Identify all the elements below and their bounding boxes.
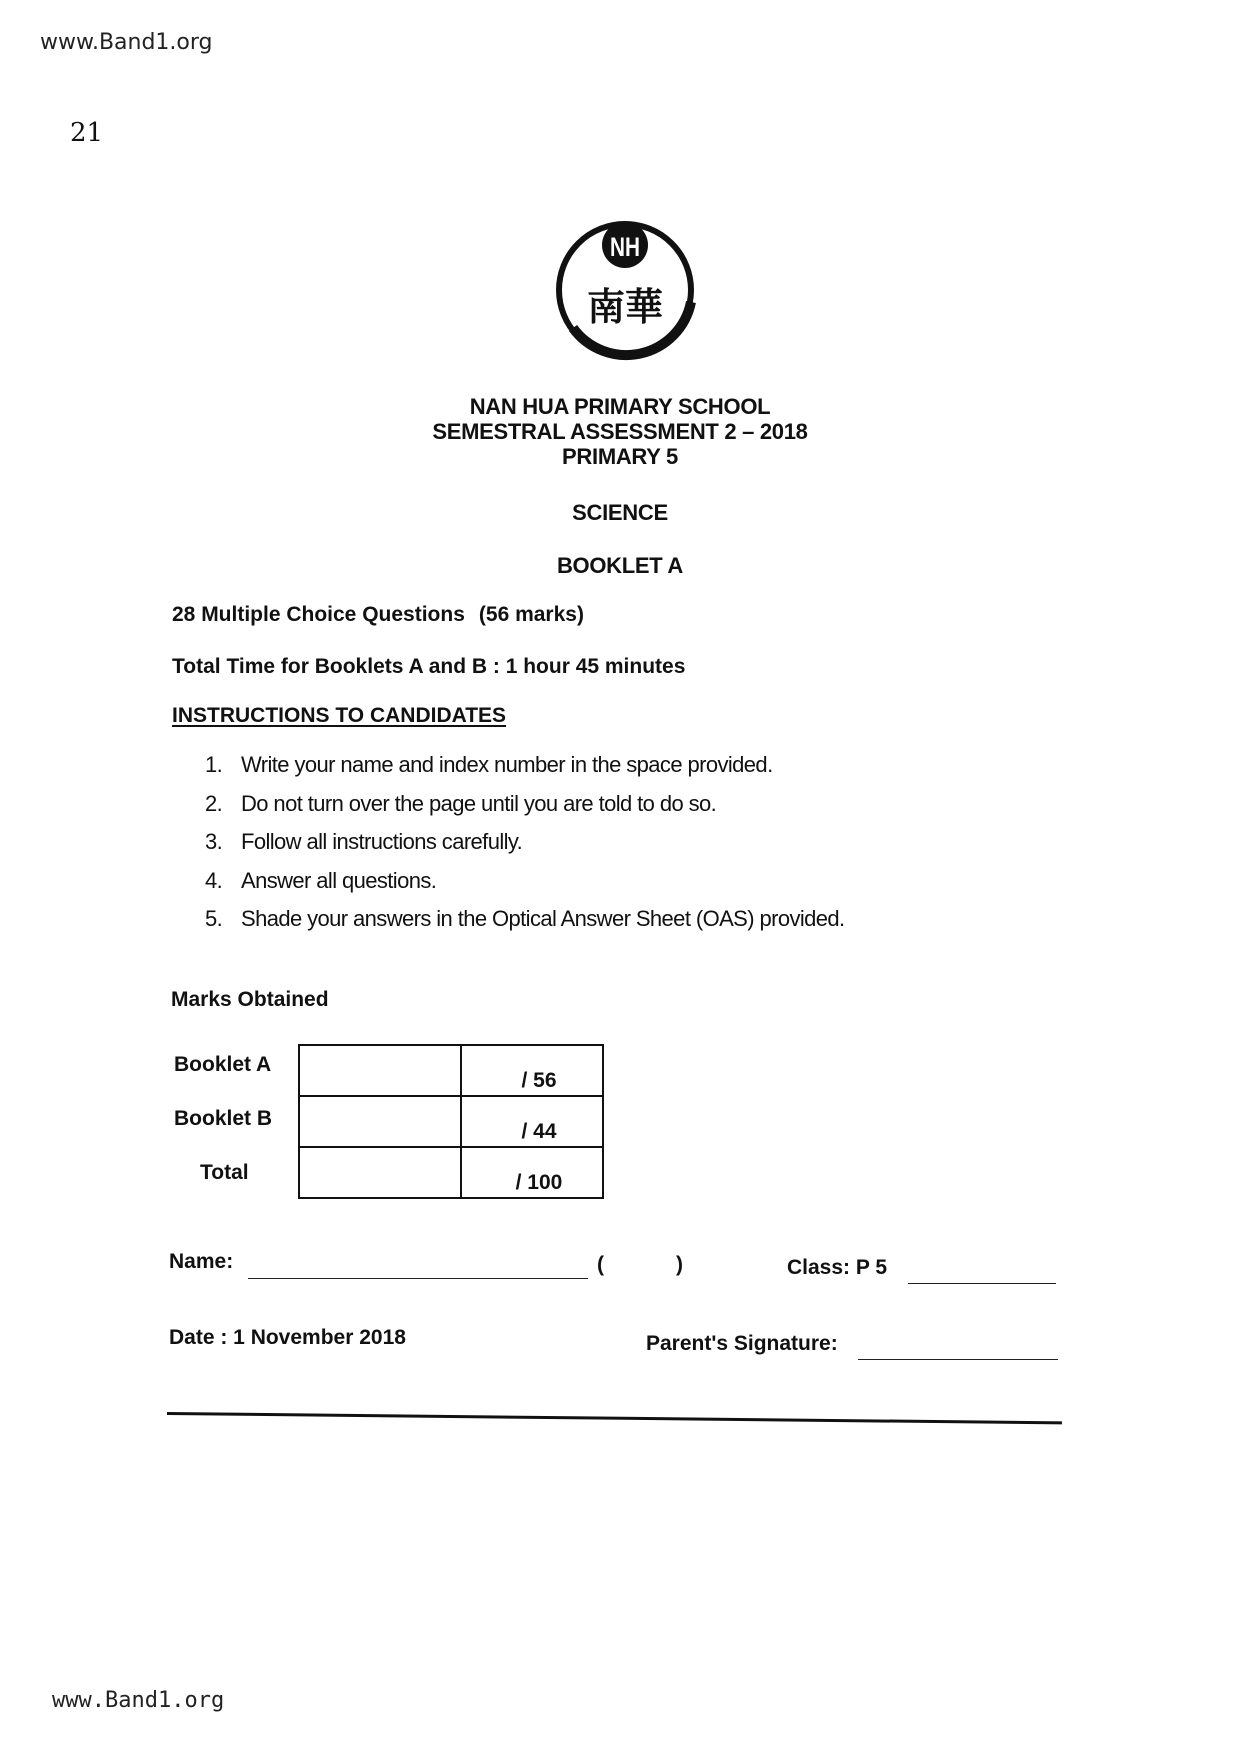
index-paren-close: ) (676, 1253, 683, 1276)
name-field[interactable] (248, 1278, 588, 1279)
parent-signature-field[interactable] (858, 1359, 1058, 1360)
index-paren-open: ( (597, 1253, 604, 1276)
row-label-booklet-a: Booklet A (174, 1053, 272, 1076)
divider-rule (167, 1412, 1062, 1424)
question-count-text: 28 Multiple Choice Questions (172, 603, 465, 626)
question-count (172, 603, 584, 627)
booklet-title: BOOKLET A (556, 553, 684, 578)
row-label-booklet-b: Booklet B (174, 1107, 273, 1130)
school-logo (545, 210, 705, 370)
score-cell-booklet-a[interactable] (299, 1045, 461, 1096)
max-marks-booklet-a: / 56 (461, 1045, 603, 1096)
row-label-total: Total (200, 1161, 249, 1184)
name-label: Name: (169, 1250, 234, 1273)
handwritten-page-number: 21 (70, 118, 104, 148)
assessment-title: SEMESTRAL ASSESSMENT 2 – 2018 (432, 419, 808, 444)
score-cell-total[interactable] (299, 1147, 461, 1198)
logo-initials: NH (610, 232, 640, 262)
subject: SCIENCE (572, 500, 668, 525)
marks-table (298, 1044, 604, 1199)
total-marks: (56 marks) (478, 603, 584, 626)
level: PRIMARY 5 (562, 444, 678, 469)
max-marks-total: / 100 (461, 1147, 603, 1198)
class-field[interactable] (908, 1283, 1056, 1284)
parent-signature-label: Parent's Signature: (646, 1332, 838, 1355)
instruction-item: 1. Write your name and index number in the space provided. (205, 752, 773, 777)
instruction-item: 3. Follow all instructions carefully. (205, 829, 523, 854)
watermark-bottom: www.Band1.org (52, 1688, 225, 1713)
exam-date: Date : 1 November 2018 (169, 1326, 406, 1349)
logo-chinese: 南華 (586, 285, 664, 329)
instruction-item: 5. Shade your answers in the Optical Answer Sheet (OAS) provided. (205, 906, 845, 931)
school-name: NAN HUA PRIMARY SCHOOL (469, 394, 771, 419)
table-row (299, 1045, 603, 1096)
table-row (299, 1147, 603, 1198)
table-row (299, 1096, 603, 1147)
instruction-item: 4. Answer all questions. (205, 867, 437, 893)
max-marks-booklet-b: / 44 (461, 1096, 603, 1147)
watermark-top: www.Band1.org (40, 30, 213, 55)
total-time: Total Time for Booklets A and B : 1 hour 45 minutes (172, 655, 686, 678)
score-cell-booklet-b[interactable] (299, 1096, 461, 1147)
class-label: Class: P 5 (787, 1256, 888, 1279)
instructions-list (205, 752, 845, 945)
instructions-title: INSTRUCTIONS TO CANDIDATES (172, 704, 507, 727)
marks-obtained-title: Marks Obtained (171, 988, 329, 1011)
instruction-item: 2. Do not turn over the page until you are told to do so. (205, 790, 717, 816)
